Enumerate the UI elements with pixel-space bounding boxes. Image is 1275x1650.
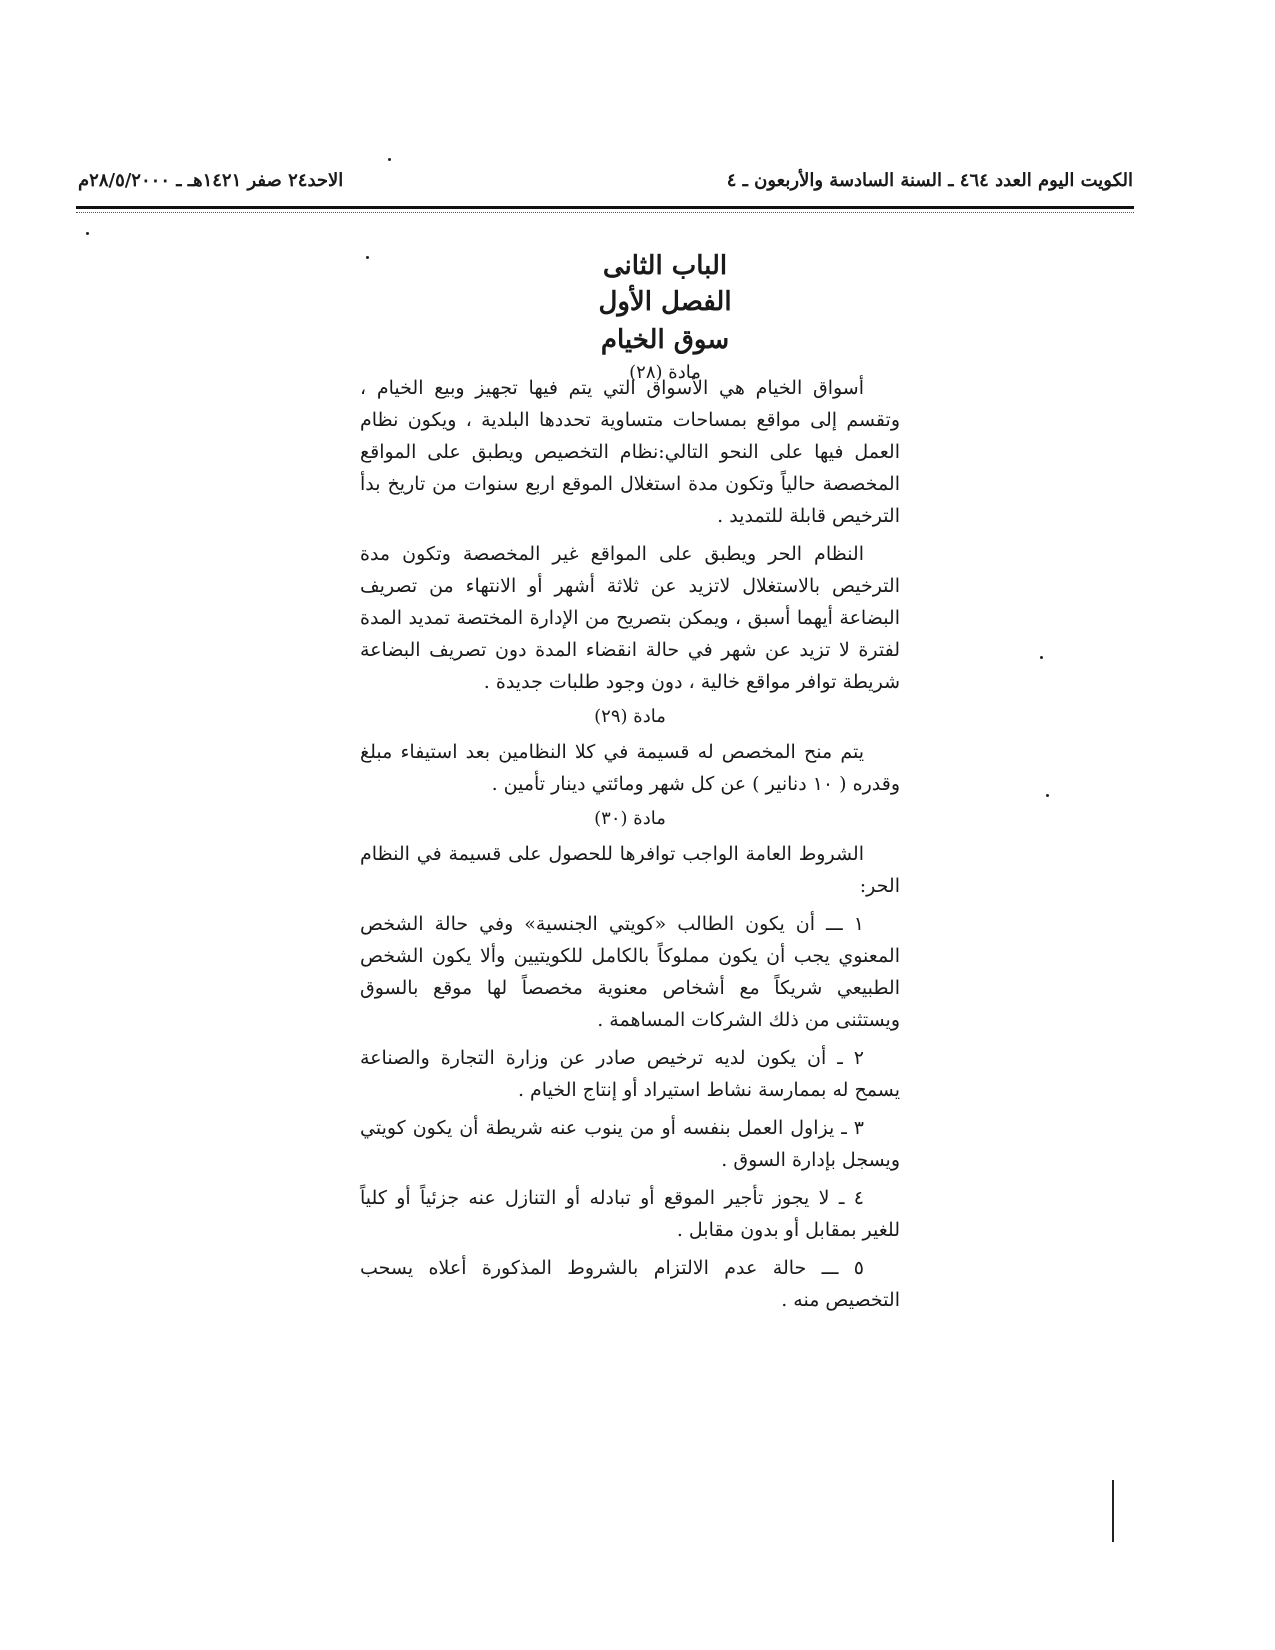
article-28-paragraph-2: النظام الحر ويطبق على المواقع غير المخصصة وتكون مدة الترخيص بالاستغلال لاتزيد عن ثلاثة أشهر أو الانتهاء من تصريف البضاعة أيهما أسبق ، ويمكن بتصريح من الإدارة المختصة تمديد المدة لفترة لا تزيد عن شهر في حالة انقضاء المدة دون تصريف البضاعة شريطة توافر مواقع خالية ، دون وجود طلبات جديدة . — [360, 543, 900, 693]
article-30-item-4: ٤ ـ لا يجوز تأجير الموقع أو تبادله أو التنازل عنه جزئياً أو كلياً للغير بمقابل أو بدون مقابل . — [360, 1187, 900, 1241]
scan-speck — [366, 256, 369, 259]
scan-speck — [388, 158, 391, 161]
article-30-item-3: ٣ ـ يزاول العمل بنفسه أو من ينوب عنه شريطة أن يكون كويتي ويسجل بإدارة السوق . — [360, 1117, 900, 1171]
scan-speck — [1040, 656, 1043, 659]
scan-speck — [86, 232, 89, 235]
section-title: الفصل الأول — [598, 287, 732, 317]
header-rule — [76, 206, 1134, 209]
article-28-paragraph-1: أسواق الخيام هي الأسواق التي يتم فيها تجهيز وبيع الخيام ، وتقسم إلى مواقع بمساحات متساوية تحددها البلدية ، ويكون نظام العمل فيها على النحو التالي:نظام التخصيص ويطبق على المواقع المخصصة حالياً وتكون مدة استغلال الموقع اربع سنوات من تاريخ بدأ الترخيص قابلة للتمديد . — [360, 377, 900, 527]
article-30-item-1: ١ ـــ أن يكون الطالب «كويتي الجنسية» وفي حالة الشخص المعنوي يجب أن يكون مملوكاً بالكامل للكويتيين وألا يكون الشخص الطبيعي شريكاً مع أشخاص معنوية مخصصاً لها موقع بالسوق ويستثنى من ذلك الشركات المساهمة . — [360, 913, 900, 1031]
article-label: مادة (٣٠) — [594, 808, 666, 829]
chapter-title: الباب الثانى — [602, 251, 728, 281]
article-30-paragraph-intro: الشروط العامة الواجب توافرها للحصول على قسيمة في النظام الحر: — [360, 843, 900, 897]
article-label: مادة (٢٩) — [594, 706, 666, 727]
gazette-issue-info: الكويت اليوم العدد ٤٦٤ ـ السنة السادسة والأربعون ـ ٤ — [726, 170, 1133, 191]
scan-edge-mark — [1112, 1480, 1114, 1542]
article-label: مادة (٢٨) — [629, 362, 701, 383]
article-29-paragraph-1: يتم منح المخصص له قسيمة في كلا النظامين بعد استيفاء مبلغ وقدره ( ١٠ دنانير ) عن كل شهر ومائتي دينار تأمين . — [360, 741, 900, 795]
article-30-item-2: ٢ ـ أن يكون لديه ترخيص صادر عن وزارة التجارة والصناعة يسمح له بممارسة نشاط استيراد أو إنتاج الخيام . — [360, 1047, 900, 1101]
subject-title: سوق الخيام — [600, 325, 730, 355]
article-30-item-5: ٥ ـــ حالة عدم الالتزام بالشروط المذكورة أعلاه يسحب التخصيص منه . — [360, 1257, 900, 1311]
section-titles — [400, 248, 930, 386]
header-rule-dotted — [76, 212, 1134, 213]
scan-speck — [1046, 794, 1049, 797]
gazette-date: الاحد٢٤ صفر ١٤٢١هـ ـ ٢٨/٥/٢٠٠٠م — [78, 170, 344, 191]
document-body — [360, 372, 900, 1322]
page-header — [78, 170, 1133, 196]
